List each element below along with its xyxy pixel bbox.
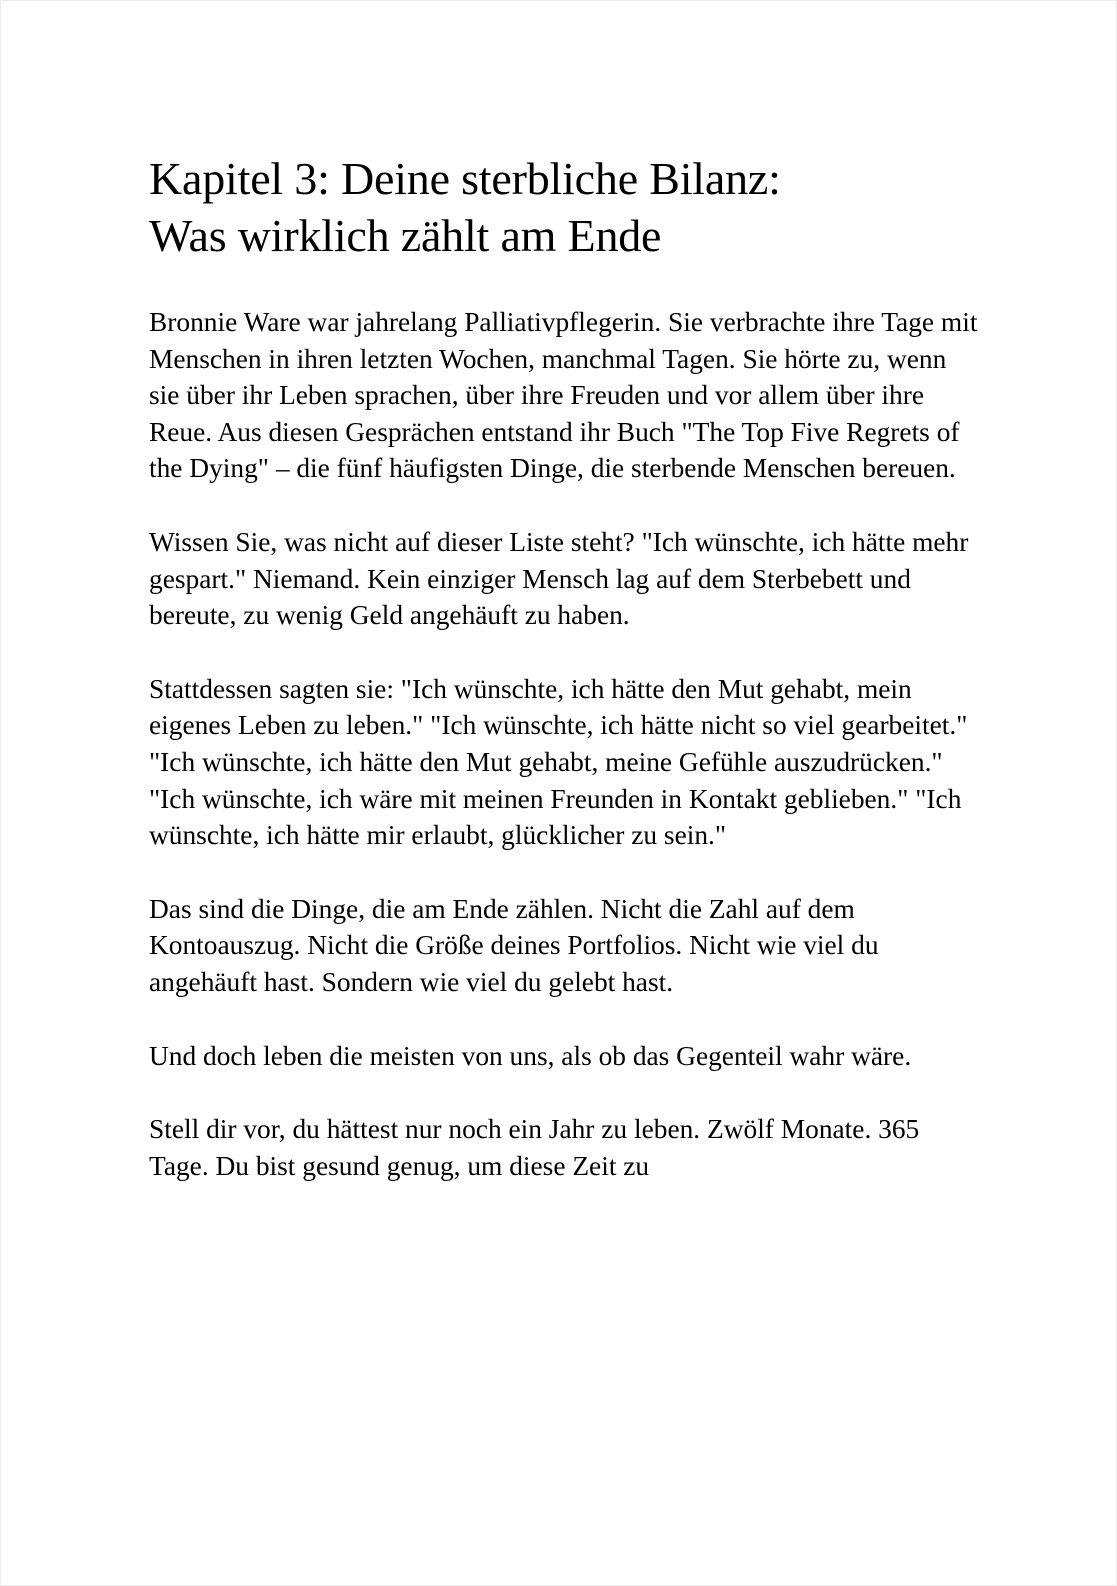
paragraph: Das sind die Dinge, die am Ende zählen. Nicht die Zahl auf dem Kontoauszug. Nicht die Größe deines Portfolios. Nicht wie viel du angehäuft hast. Sondern wie viel du gelebt hast.	[149, 893, 879, 997]
chapter-title-line-1: Kapitel 3: Deine sterbliche Bilanz:	[149, 153, 781, 204]
paragraph: Stell dir vor, du hättest nur noch ein Jahr zu leben. Zwölf Monate. 365 Tage. Du bist gesund genug, um diese Zeit zu	[149, 1114, 920, 1181]
chapter-title-line-2: Was wirklich zählt am Ende	[149, 210, 662, 261]
paragraph: Wissen Sie, was nicht auf dieser Liste steht? "Ich wünschte, ich hätte mehr gespart." Niemand. Kein einziger Mensch lag auf dem Sterbebett und bereute, zu wenig Geld angehäuft zu haben.	[149, 526, 969, 631]
chapter-body	[149, 304, 979, 1184]
paragraph: Bronnie Ware war jahrelang Palliativpflegerin. Sie verbrachte ihre Tage mit Menschen in ihren letzten Wochen, manchmal Tagen. Sie hörte zu, wenn sie über ihr Leben sprachen, über ihre Freuden und vor allem über ihre Reue. Aus diesen Gesprächen entstand ihr Buch "The Top Five Regrets of the Dying" – die fünf häufigsten Dinge, die sterbende Menschen bereuen.	[149, 307, 978, 484]
chapter-title	[149, 150, 979, 264]
paragraph: Und doch leben die meisten von uns, als ob das Gegenteil wahr wäre.	[149, 1040, 912, 1071]
paragraph: Stattdessen sagten sie: "Ich wünschte, ich hätte den Mut gehabt, mein eigenes Leben zu leben." "Ich wünschte, ich hätte nicht so viel gearbeitet." "Ich wünschte, ich hätte den Mut gehabt, meine Gefühle auszudrücken." "Ich wünschte, ich wäre mit meinen Freunden in Kontakt geblieben." "Ich wünschte, ich hätte mir erlaubt, glücklicher zu sein."	[149, 673, 968, 851]
page-content	[149, 150, 979, 1221]
